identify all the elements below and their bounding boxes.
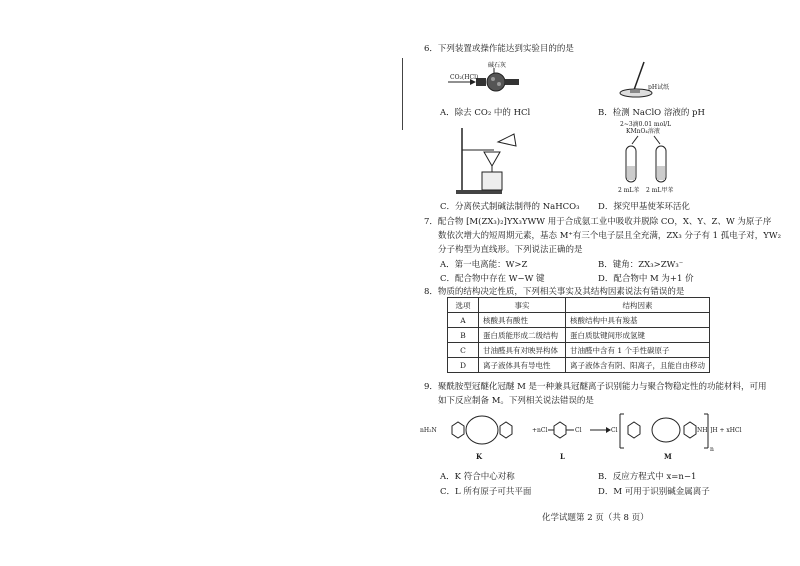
table-row [448, 328, 710, 343]
q9-label-l: L [560, 452, 565, 461]
q7-stem-line1: 7．配合物 [M(ZX₃)₂]YX₃YWW 用于合成氨工业中吸收并脱除 CO，X、Y、Z、W 为原子序 [424, 217, 772, 227]
q9-option-c: C．L 所有原子可共平面 [440, 487, 532, 497]
fig-b-paper-label: pH试纸 [648, 84, 670, 91]
q7-option-a: A．第一电离能：W>Z [440, 260, 528, 270]
q9-label-m: M [664, 452, 672, 461]
q9-reaction-scheme [430, 408, 740, 458]
q7-option-b: B．键角：ZX₃>ZW₃⁻ [598, 260, 684, 270]
q9-k-reagent-text: nH₂N [420, 427, 437, 434]
q9-l-reagent-text: +nCl [532, 427, 548, 434]
q9-stem-line2: 如下反应制备 M。下列相关说法错误的是 [438, 396, 594, 406]
table-cell: 离子液体含有阴、阳离子，且能自由移动 [566, 358, 710, 373]
fig-d-top-label-1: 2~3滴0.01 mol/L [620, 121, 672, 128]
q7-option-c: C．配合物中存在 W−W 键 [440, 274, 545, 284]
q9-l-cl-text: Cl [575, 427, 582, 434]
table-cell: A [448, 313, 479, 328]
q9-option-b: B．反应方程式中 x=n−1 [598, 472, 697, 482]
q7-option-d: D．配合物中 M 为+1 价 [598, 274, 694, 284]
table-header-cell: 事实 [479, 298, 566, 313]
table-row [448, 358, 710, 373]
table-cell: 蛋白质能形成二级结构 [479, 328, 566, 343]
q9-stem-line1: 9．聚酰胺型冠醚化冠醚 M 是一种兼具冠醚离子识别能力与聚合物稳定性的功能材料，可用 [424, 382, 767, 392]
q8-stem: 8．物质的结构决定性质，下列相关事实及其结构因素说法有错误的是 [424, 287, 685, 297]
q9-products-text: ]H + xHCl [710, 427, 742, 434]
q9-m-cl-text: Cl [611, 427, 618, 434]
table-row [448, 313, 710, 328]
fig-a-gas-label: CO₂(HCl) [450, 74, 479, 81]
table-cell: B [448, 328, 479, 343]
q6-option-a: A．除去 CO₂ 中的 HCl [440, 108, 531, 118]
q9-m-nh-text: NH [697, 427, 708, 434]
q6-option-c: C．分离侯式制碱法制得的 NaHCO₃ [440, 202, 580, 212]
fig-d-top-label-2: KMnO₄溶液 [626, 128, 660, 135]
q6-stem: 6．下列装置或操作能达到实验目的的是 [424, 44, 574, 54]
fig-d-right-label: 2 mL甲苯 [646, 187, 674, 194]
fig-d-test-tubes [618, 136, 678, 186]
table-row [448, 343, 710, 358]
table-cell: 离子液体具有导电性 [479, 358, 566, 373]
table-header-row [448, 298, 710, 313]
q7-stem-line3: 分子构型为直线形。下列说法正确的是 [438, 245, 583, 255]
q9-label-k: K [476, 452, 483, 461]
table-cell: D [448, 358, 479, 373]
fig-b-ph-test [618, 60, 678, 100]
fig-c-filtration [454, 124, 524, 196]
fig-d-left-label: 2 mL苯 [618, 187, 640, 194]
q7-stem-line2: 数依次增大的短周期元素，基态 M⁺有三个电子层且全充满，ZX₃ 分子有 1 孤电子对，YW₂ [438, 231, 782, 241]
fig-a-reagent-label: 碱石灰 [488, 62, 507, 69]
margin-line [402, 58, 403, 130]
q9-option-a: A．K 符合中心对称 [440, 472, 515, 482]
q8-table [447, 297, 710, 373]
page-footer: 化学试题第 2 页（共 8 页） [542, 513, 649, 523]
table-cell: 甘油醛中含有 1 个手性碳原子 [566, 343, 710, 358]
table-cell: 核酸具有酸性 [479, 313, 566, 328]
table-cell: 蛋白质肽键间形成氢键 [566, 328, 710, 343]
table-cell: 核酸结构中具有羧基 [566, 313, 710, 328]
table-header-cell: 结构因素 [566, 298, 710, 313]
q9-option-d: D．M 可用于识别碱金属离子 [598, 487, 710, 497]
table-cell: 甘油醛具有对映异构体 [479, 343, 566, 358]
q6-option-b: B．检测 NaClO 溶液的 pH [598, 108, 705, 118]
table-cell: C [448, 343, 479, 358]
q6-option-d: D．探究甲基使苯环活化 [598, 202, 690, 212]
table-header-cell: 选项 [448, 298, 479, 313]
q9-subscript-n: n [710, 446, 714, 453]
